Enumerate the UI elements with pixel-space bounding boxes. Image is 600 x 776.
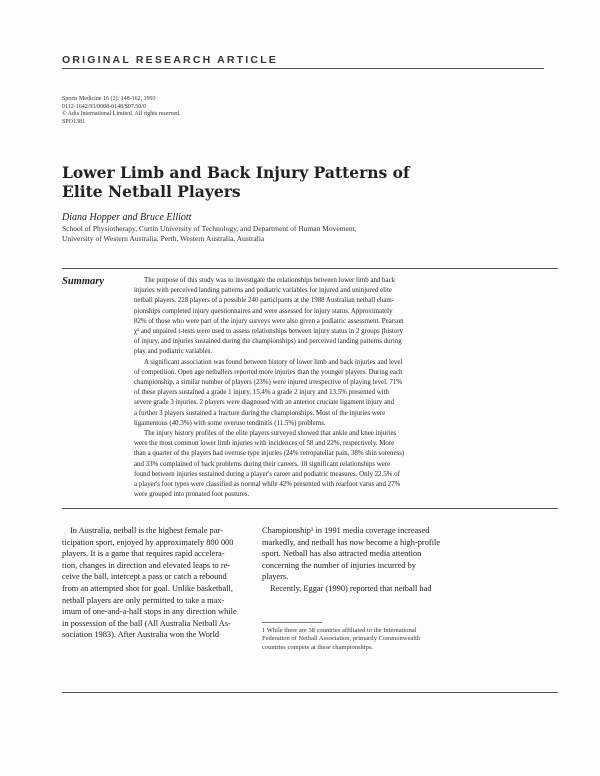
body-line: markedly, and netball has now become a high-profile (262, 537, 441, 547)
summary-line: and 33% complained of back problems during their careers. 18 significant relationships were (134, 460, 391, 468)
affiliation-line: School of Physiotherapy, Curtin University of Technology, and Department of Human Movement, (62, 224, 357, 233)
summary-line: were grouped into pronated foot postures. (134, 491, 250, 499)
meta-line: Sports Medicine 16 (2): 148-162, 1993 (62, 96, 156, 102)
body-line: ceive the ball, intercept a pass or catch a rebound (62, 572, 227, 582)
body-column-right (262, 525, 458, 595)
citation-meta (62, 96, 181, 126)
summary-line: The injury history profiles of the elite players surveyed showed that ankle and knee injuries (144, 430, 397, 438)
summary-line: play and podiatric variables. (134, 348, 213, 356)
summary-line: A significant association was found between history of lower limb and back injuries and level (144, 358, 403, 366)
summary-line: were the most common lower limb injuries with incidences of 58 and 22%, respectively. More (134, 440, 395, 448)
body-line: players. (262, 572, 289, 582)
footnote-line: countries compete at these championships. (262, 643, 374, 651)
summary-line: The purpose of this study was to investigate the relationships between lower limb and back (144, 277, 396, 284)
affiliation (62, 224, 357, 243)
summary-line: severe grade 3 injuries. 2 players were diagnosed with an anterior cruciate ligament injury and (134, 399, 395, 407)
body-line: Recently, Eggar (1990) reported that netball had (270, 583, 432, 593)
summary-line: found between injuries sustained during a player's career and podiatric measures. Only 22.5% of (134, 470, 400, 478)
summary-bottom-rule (62, 508, 558, 509)
title-line: Lower Limb and Back Injury Patterns of (62, 163, 410, 182)
body-line: players. It is a game that requires rapid accelera- (62, 549, 225, 559)
summary-line: championship, a similar number of players (23%) were injured irrespective of playing level. 71% (134, 379, 403, 387)
summary-line: a further 3 players sustained a fracture during the championships. Most of the injuries were (134, 409, 386, 417)
body-line: netball players are only permitted to take a max- (62, 595, 225, 605)
meta-line: SPO1381 (62, 118, 86, 125)
body-column-left (62, 525, 250, 641)
body-line: tion, changes in direction and elevated leaps to re- (62, 560, 231, 570)
body-line: concerning the number of injuries incurred by (262, 560, 416, 570)
body-line: in possession of the ball (All Australia Netball As- (62, 618, 231, 628)
body-line: sociation 1983). After Australia won the World (62, 630, 220, 640)
summary-line: pionships completed injury questionnaires and were assessed for injury status. Approximately (134, 307, 393, 315)
summary-top-rule (62, 268, 558, 269)
summary-line: of these players sustained a grade 1 injury, 15.4% a grade 2 injury and 13.5% presented with (134, 389, 390, 397)
page-bottom-rule (62, 692, 558, 693)
header-rule (62, 68, 544, 69)
summary-line: than a quarter of the players had overuse type injuries (24% retropatellar pain, 38% shin soreness) (134, 450, 405, 458)
summary-text (134, 276, 559, 500)
section-header: ORIGINAL RESEARCH ARTICLE (62, 54, 279, 66)
footnote-line: 1 While there are 38 countries affiliated to the International (262, 627, 417, 634)
body-line: from an attempted shot for goal. Unlike basketball, (62, 583, 233, 593)
footnote-line: Federation of Netball Association, primarily Commonwealth (262, 635, 421, 643)
body-line: imum of one-and-a-half stops in any direction while (62, 607, 237, 617)
authors: Diana Hopper and Bruce Elliott (62, 212, 192, 223)
body-line: ticipation sport, enjoyed by approximately 800 000 (62, 537, 234, 547)
summary-line: a player's foot types were classified as normal while 42% presented with rearfoot varus and 27% (134, 481, 401, 489)
summary-line: 82% of those who were part of the injury surveys were also given a podiatric assessment. Pearson (134, 317, 404, 325)
summary-line: ligamentous (40.3%) with some overuse tendinitis (11.5%) problems. (134, 419, 326, 427)
body-line: sport. Netball has also attracted media attention (262, 549, 422, 559)
summary-line: netball players. 228 players of a possible 240 participants at the 1988 Australian netball cham- (134, 297, 395, 305)
footnote-rule (262, 622, 322, 623)
summary-line: of competition. Open age netballers reported more injuries than the younger players. During each (134, 368, 403, 376)
summary-line: injuries with perceived landing patterns and podiatric variables for injured and uninjured elite (134, 287, 392, 295)
affiliation-line: University of Western Australia, Perth, Western Australia, Australia (62, 233, 265, 243)
footnote (262, 627, 502, 652)
body-line: Championship¹ in 1991 media coverage increased (262, 526, 430, 535)
article-title (62, 163, 410, 201)
summary-line: χ² and unpaired t-tests were used to assess relationships between injury status in 2 groups (history (134, 328, 404, 336)
title-line: Elite Netball Players (62, 182, 241, 201)
summary-line: of injury, and injuries sustained during the championships) and perceived landing patterns during (134, 338, 402, 346)
summary-label: Summary (62, 276, 105, 287)
meta-line: 0112-1642/93/0008-0148/$07.50/0 (62, 103, 146, 110)
body-line: In Australia, netball is the highest female par- (70, 526, 223, 535)
meta-line: © Adis International Limited. All rights reserved. (62, 111, 181, 118)
